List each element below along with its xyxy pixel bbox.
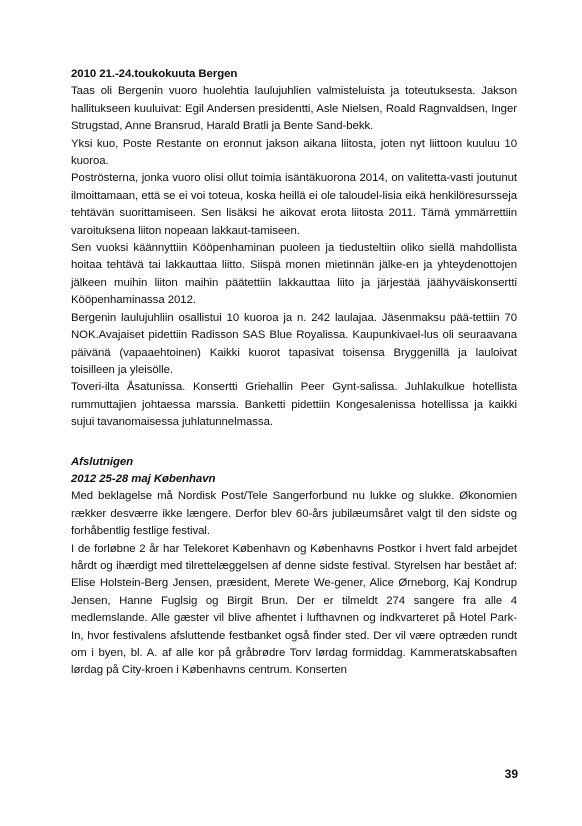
paragraph: Poströsterna, jonka vuoro olisi ollut toimia isäntäkuorona 2014, on valitetta-vasti joutunut ilmoittamaan, että se ei voi toteua, koska heillä ei ole taloudel-lisia eikä henkilöresursseja tehtävän suorittamiseen. Sen lisäksi he aikovat erota liitosta 2011. Tämä ymmärrettiin varoituksena liiton nopeaan lakkaut-tamiseen. bbox=[71, 172, 517, 237]
section-heading-2010: 2010 21.-24.toukokuuta Bergen bbox=[71, 68, 238, 80]
paragraph: Yksi kuo, Poste Restante on eronnut jakson aikana liitosta, joten nyt liittoon kuuluu 10 kuoroa. bbox=[71, 137, 517, 168]
section-heading-2012: Afslutnigen bbox=[71, 455, 134, 468]
page-content bbox=[71, 66, 517, 680]
paragraph: Med beklagelse må Nordisk Post/Tele Sangerforbund nu lukke og slukke. Økonomien rækker desværre ikke længere. Derfor blev 60-års jubilæumsåret valgt til den sidste og forhåbentlig festlige festival. bbox=[71, 490, 517, 538]
paragraph: Taas oli Bergenin vuoro huolehtia laulujuhlien valmisteluista ja toteutuksesta. Jakson hallitukseen kuuluivat: Egil Andersen presidentti, Asle Nielsen, Roald Ragnvaldsen, Inger Strugstad, Anne Bransrud, Harald Bratli ja Bente Sand-bekk. bbox=[71, 85, 517, 133]
paragraph: Sen vuoksi käännyttiin Kööpenhaminan puoleen ja tiedusteltiin oliko siellä mahdollista hoitaa tehtävä tai lakkauttaa liitto. Siispä monen mietinnän jälke-en ja yhteydenottojen jälkeen muihin liiton maihin päätettiin lakkauttaa liito ja järjestää jäähyväiskonsertti Kööpenhaminassa 2012. bbox=[71, 242, 517, 307]
paragraph: Toveri-ilta Åsatunissa. Konsertti Griehallin Peer Gynt-salissa. Juhlakulkue hotellista rummuttajien johtaessa marssia. Banketti pidettiin Kongesalenissa hotellissa ja kaikki sujui tavanomaisessa juhlatunnelmassa. bbox=[71, 381, 517, 429]
page-number: 39 bbox=[504, 767, 518, 781]
section-subheading-2012: 2012 25-28 maj København bbox=[71, 472, 216, 485]
section-spacer bbox=[71, 432, 517, 454]
paragraph: Bergenin laulujuhliin osallistui 10 kuoroa ja n. 242 laulajaa. Jäsenmaksu pää-tettiin 70 NOK.Avajaiset pidettiin Radisson SAS Blue Royalissa. Kaupunkivael-lus oli seuraavana päivänä (vapaaehtoinen) Kaikki kuorot tapasivat toisensa Bryggenillä ja lauloivat toisilleen ja yleisölle. bbox=[71, 311, 517, 376]
paragraph: I de forløbne 2 år har Telekoret København og Københavns Postkor i hvert fald arbejdet hårdt og ihærdigt med tilrettelæggelsen af denne sidste festival. Styrelsen har bestået af: Elise Holstein-Berg Jensen, præsident, Merete We-gener, Alice Ørneborg, Kaj Kondrup Jensen, Hanne Fuglsig og Birgit Brun. Der er tilmeldt 274 sangere fra alle 4 medlemslande. Alle gæster vil blive afhentet i lufthavnen og indkvarteret på Hotel Park-In, hvor festivalens afsluttende festbanket også finder sted. Der vil være optræden rundt om i byen, bl. A. af alle kor på gråbrødre Torv lørdag formiddag. Kammeratskabsaften lørdag på City-kroen i Københavns centrum. Konserten bbox=[71, 542, 517, 677]
